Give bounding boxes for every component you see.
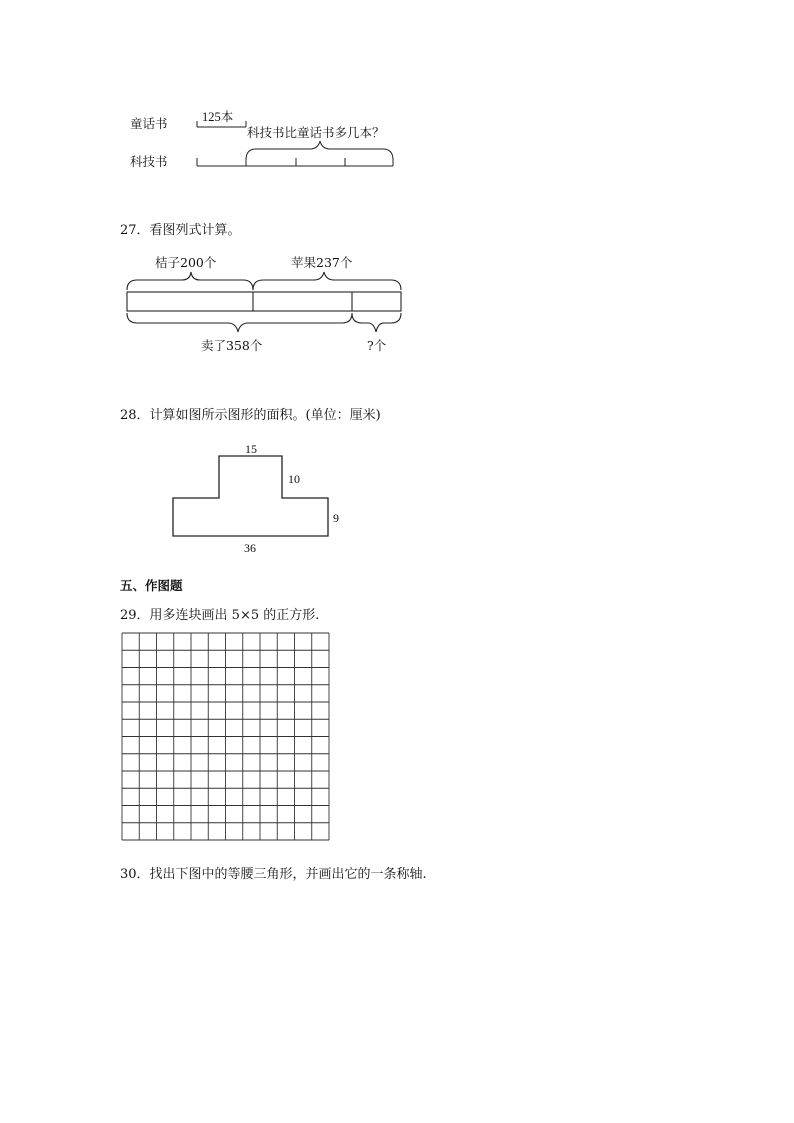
science-book-label: 科技书 [130, 154, 168, 169]
q26-question-text: 科技书比童话书多几本？ [247, 125, 385, 140]
q29-title: 29．用多连块画出 5×5 的正方形. [120, 608, 320, 623]
dim-bottom: 36 [244, 541, 256, 555]
apple-label: 苹果237个 [291, 255, 353, 270]
q27-title: 27．看图列式计算。 [120, 223, 241, 238]
fairy-book-label: 童话书 [130, 116, 168, 131]
dim-top: 15 [245, 442, 257, 456]
q28-title: 28．计算如图所示图形的面积。(单位：厘米) [120, 408, 381, 423]
fairy-book-amount: 125本 [202, 110, 234, 124]
section-5-title: 五、作图题 [120, 578, 183, 593]
q30-title: 30．找出下图中的等腰三角形，并画出它的一条称轴. [120, 867, 427, 882]
dim-side: 10 [288, 472, 300, 486]
remain-label: ?个 [367, 338, 387, 353]
orange-label: 桔子200个 [155, 255, 217, 270]
dim-right: 9 [333, 511, 339, 525]
sold-label: 卖了358个 [201, 338, 263, 353]
